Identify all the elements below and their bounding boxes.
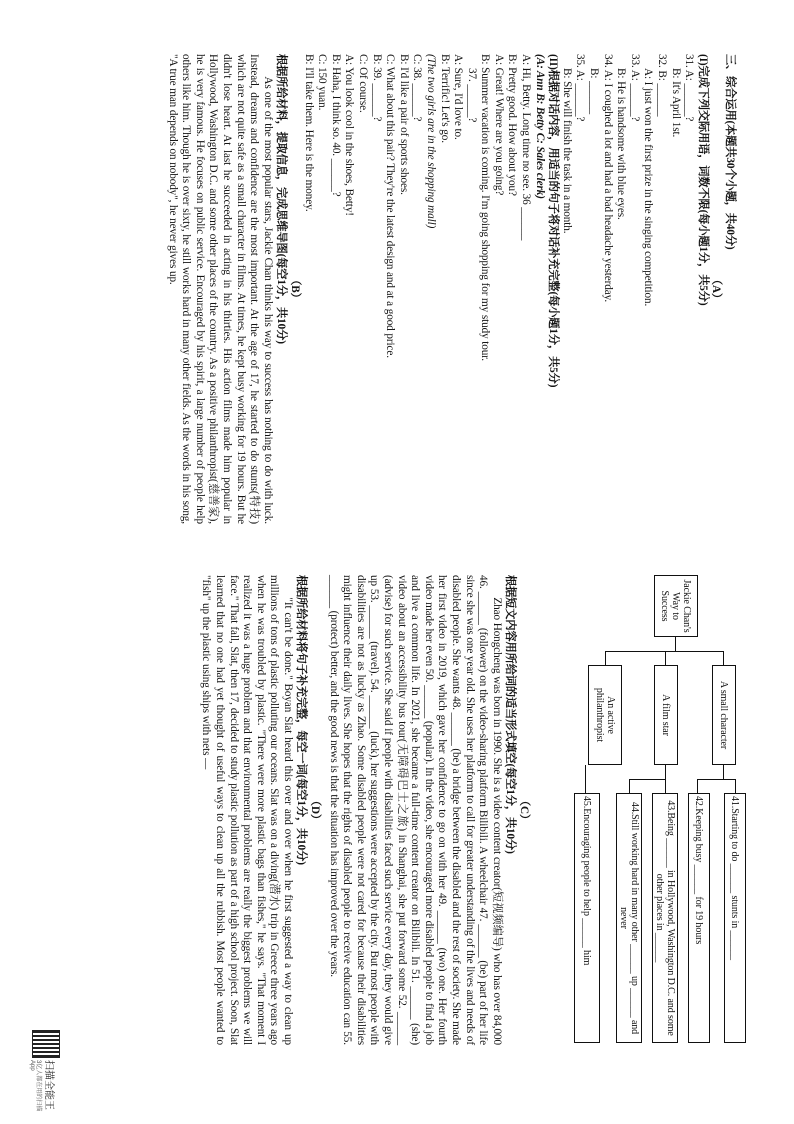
- dialog-line: C: Of course.: [356, 54, 369, 113]
- part-c-label: （C）: [518, 794, 530, 826]
- part-b-reading-label: （B）: [289, 274, 301, 304]
- qr-code-icon: [32, 1030, 60, 1058]
- scanner-watermark: [24, 1030, 64, 1120]
- connector: [675, 637, 676, 651]
- part-d-instruction: 根据所给材料将句子补充完整，每空一词(每空1分，共10分): [295, 575, 308, 865]
- right-column: [199, 575, 741, 1045]
- dialog-line: C: What about this pair? They're the latest design and at a good price.: [384, 54, 397, 358]
- mind-map: [536, 575, 741, 1045]
- connector: [605, 651, 606, 665]
- mind-map-branch: An active philanthropist: [588, 665, 622, 765]
- mind-map-root: Jackie Chan's Way to Success: [654, 575, 698, 637]
- dialog-line: A: Sure, I'd love to.: [452, 54, 465, 140]
- dialog-line: (The two girls are in the shopping mall): [424, 54, 437, 229]
- connector: [665, 651, 666, 665]
- mind-map-leaf: 44.Still working hard in many other ______ up ______ and never: [616, 793, 642, 1043]
- dialog-line: 31. A: ______?: [683, 54, 696, 122]
- dialog-line: A: Hi, Betty. Long time no see. 36 ______: [520, 54, 533, 241]
- connector: [735, 779, 736, 793]
- dialog-line: A: Great! Where are you going?: [492, 54, 505, 196]
- mind-map-branch: A film star: [654, 665, 678, 765]
- jackie-chan-passage: As one of the most popular stars, Jackie Chan thinks his way to success has nothing to do with luck. Instead, dreams and confidence are the most important. At the age of 17, he started to do stunts(特技) which are not quite safe as a small character in films. At times, he kept busy working for 19 hours. But he didn't lose heart. At last he succeeded in acting in his thirties. His action films made him popular in Hollywood, Washington D.C. and some other places of the country. As a positive philanthropist(慈善家), he is very famous. He focuses on public service. Encouraged by his spirit, a large number of people help others like him. Though he is over sixty, he still works hard in many other fields. As the words in his song, "A true man depends on nobody", he never gives up.: [166, 54, 274, 524]
- dialog-line: B: I'd like a pair of sports shoes.: [397, 54, 410, 195]
- part-b-reading-instruction: 根据所给材料，提取信息，完成思维导图(每空1分，共10分): [275, 54, 288, 344]
- mind-map-leaf: 43.Being ______ in Hollywood, Washington D.C. and some other places in ______: [652, 793, 678, 1043]
- connector: [698, 779, 736, 780]
- brand-name: 扫描全能王: [43, 1060, 54, 1110]
- dialog-line: 33. A: ______?: [628, 54, 641, 122]
- dialog-line: 34. A: I coughed a lot and had a bad headache yesterday.: [601, 54, 614, 303]
- dialog-line: B: It's April 1st.: [669, 68, 682, 138]
- mind-map-leaf: 45.Encouraging people to help ______ him: [574, 793, 600, 1043]
- connector: [723, 651, 724, 665]
- dialog-line: A: You look cool in the shoes, Betty!: [343, 54, 356, 216]
- dialog-line: B: Terrific! Let's go.: [438, 54, 451, 143]
- connector: [723, 765, 724, 779]
- left-column: [165, 54, 736, 524]
- dialog-line: B: Summer vacation is coming. I'm going shopping for my study tour.: [479, 54, 492, 361]
- part-b-dialog-lines: [301, 54, 532, 524]
- part-c-instruction: 根据短文内容用所给词的适当形式填空(每空1分，共10分): [504, 575, 517, 854]
- connector: [630, 779, 666, 780]
- dialog-line: B: Haha, I think so. 40. ______?: [329, 54, 342, 197]
- dialog-line: C: 150 yuan.: [316, 54, 329, 111]
- dialog-line: C: 38. ______?: [411, 54, 424, 122]
- dialog-line: 32. B: ______: [656, 54, 669, 117]
- boyan-slat-passage: "It can't be done." Boyan Slat heard this over and over when he first suggested a way to clean up millions of tons of plastic polluting our oceans. Slat was on a diving(潜水) trip in Greece three years ago when he was troubled by plastic. "There were more plastic bags than fishes," he says. "That moment I realized it was a huge problem and that environmental problems are really the biggest problems we will face." That fall, Slat, then 17, decided to study plastic pollution as part of a high school project. Soon, Slat learned that no one had yet thought of useful ways to clean up all the rubbish. Most people wanted to "fish" up the plastic using ships with nets —: [200, 575, 294, 1045]
- connector: [697, 779, 698, 793]
- part-a-instruction: (I)完成下列交际用语，词数不限(每小题1分，共5分): [696, 54, 709, 306]
- dialog-line: B: 39. ______?: [370, 54, 383, 122]
- part-a-label: （A）: [710, 273, 723, 305]
- dialog-line: A: I just won the first prize in the singing competition.: [642, 68, 655, 307]
- dialog-line: B: Pretty good. How about you?: [506, 54, 519, 196]
- dialog-line: B: She will finish the task in a month.: [560, 68, 573, 234]
- connector: [629, 779, 630, 793]
- dialog-line: 35. A: ______?: [574, 54, 587, 122]
- part-b-dialog-roles: (A: Ann B: Betty C: Sales clerk): [533, 54, 546, 199]
- dialog-line: B: He is handsome with blue eyes.: [615, 68, 628, 220]
- mind-map-leaf: 41.Starting to do ______ stunts in ______: [724, 793, 746, 1043]
- section-title: 三、综合运用(本题共30个小题，共40分): [724, 54, 736, 250]
- brand-tagline: 3亿人都在用的扫描App: [29, 1060, 41, 1112]
- zhao-hongcheng-passage: Zhao Hongcheng was born in 1990. She is a video content creator(短视频编导) who has over 84,000 46. ______ (follower) on the video-sharing platform Bilibili. A wheelchair 47. ______ (be) part of her life since she was one year old. She uses her platform to call for greater understanding of the lives and needs of disabled people. She wants 48. ______ (be) a bridge between the disabled and the rest of society. She made her first video in 2019, which gave her confidence to go on with her 49. ______ (two) one. Her fourth video made her even 50. ______ (popular). In the video, she encouraged more disabled people to find a job and live a common life. In 2021, she became a full-time content creator on Bilibili. In 51. ______ (she) video about an accessibility bus tour(无障碍巴士之旅) in Shanghai, she put forward some 52. ______ (advise) for such service. She said if people with disabilities faced such service every day, they would give up 53. ______ (travel). 54. ______ (luck), her suggestions were accepted by the city. But most people with disabilities are not as lucky as Zhao. Some disabled people were not cared for because their disabilities might influence their daily lives. She hopes that the rights of disabled people to receive education can 55. ______ (protect) better, and the good news is that the situation has improved over the years.: [327, 575, 503, 1045]
- dialog-line: B: I'll take them. Here is the money.: [302, 54, 315, 212]
- part-a-lines: [559, 54, 695, 524]
- mind-map-branch: A small character: [712, 665, 736, 765]
- mind-map-leaf: 42.Keeping busy ______ for 19 hours: [688, 793, 710, 1043]
- part-d-label: （D）: [309, 794, 322, 826]
- dialog-line: 37. ______?: [465, 68, 478, 123]
- part-b-dialog-instruction: (II)根据对话内容，用适当的句子将对话补充完整(每小题1分，共5分): [547, 54, 560, 388]
- connector: [585, 765, 586, 793]
- dialog-line: B: ______: [588, 68, 601, 115]
